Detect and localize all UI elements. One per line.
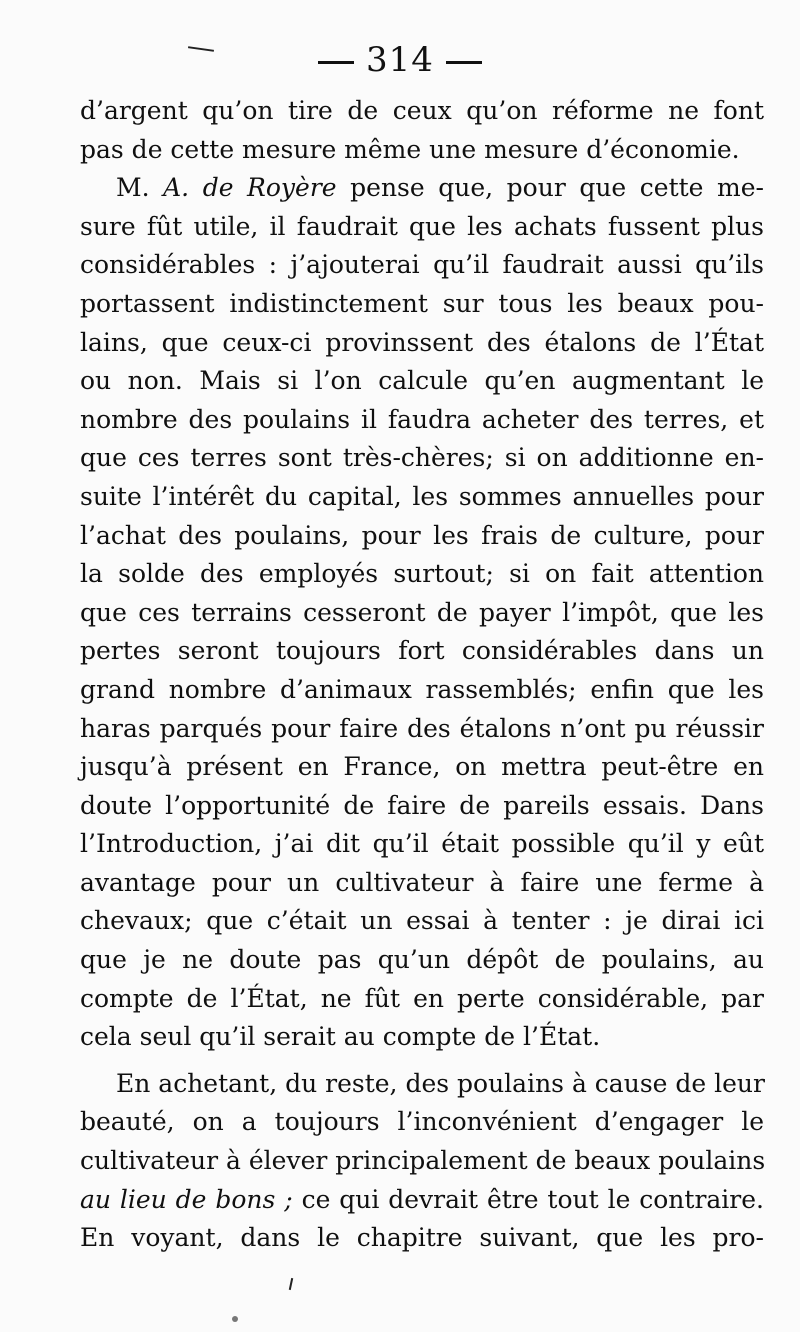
text-line: la solde des employés surtout; si on fait attention: [80, 559, 764, 589]
text-line: considérables : j’ajouterai qu’il faudrait aussi qu’ils: [80, 250, 764, 280]
text-line: ou non. Mais si l’on calcule qu’en augmentant le: [80, 366, 764, 396]
text-line: suite l’intérêt du capital, les sommes annuelles pour: [80, 481, 764, 511]
text-line: haras parqués pour faire des étalons n’ont pu réussir: [80, 713, 764, 743]
text-line: beauté, on a toujours l’inconvénient d’engager le: [80, 1107, 764, 1137]
text-line: lains, que ceux-ci provinssent des étalons de l’État: [80, 327, 764, 357]
text-line: nombre des poulains il faudra acheter des terres, et: [80, 404, 764, 434]
body-text: [80, 92, 764, 1258]
text-line: d’argent qu’on tire de ceux qu’on réforme ne font: [80, 96, 764, 125]
stray-ink-mark: [289, 1278, 293, 1290]
text-line: [80, 169, 764, 208]
line-text: pense que, pour que cette me-: [336, 173, 764, 203]
text-line: que ces terrains cesseront de payer l’impôt, que les: [80, 597, 764, 627]
text-line: cultivateur à élever principalement de beaux poulains: [80, 1146, 766, 1176]
text-line: que ces terres sont très-chères; si on additionne en-: [80, 443, 764, 473]
text-line: l’Introduction, j’ai dit qu’il était possible qu’il y eût: [80, 829, 764, 859]
text-line: cela seul qu’il serait au compte de l’État.: [80, 1022, 601, 1052]
text-line: compte de l’État, ne fût en perte considérable, par: [80, 983, 764, 1013]
text-line: En achetant, du reste, des poulains à cause de leur: [116, 1068, 765, 1098]
stray-ink-mark: [232, 1316, 238, 1322]
text-line: [80, 1181, 764, 1220]
author-name: A. de Royère: [163, 173, 337, 203]
text-line: l’achat des poulains, pour les frais de culture, pour: [80, 520, 764, 550]
text-line: jusqu’à présent en France, on mettra peut-être en: [80, 752, 764, 782]
page-number: 314: [366, 40, 434, 80]
text-line: avantage pour un cultivateur à faire une ferme à: [80, 867, 764, 897]
text-line: que je ne doute pas qu’un dépôt de poulains, au: [80, 945, 764, 975]
line-text: ce qui devrait être tout le contraire.: [292, 1184, 764, 1214]
paragraph-gap: [80, 1057, 764, 1065]
text-line: doute l’opportunité de faire de pareils essais. Dans: [80, 790, 764, 820]
header-dash-right: [446, 61, 482, 64]
text-line: grand nombre d’animaux rassemblés; enfin que les: [80, 674, 764, 704]
text-line: sure fût utile, il faudrait que les achats fussent plus: [80, 211, 764, 241]
emphasis-text: au lieu de bons ;: [80, 1184, 293, 1214]
header-dash-left: [318, 61, 354, 64]
text-line: chevaux; que c’était un essai à tenter : je dirai ici: [80, 906, 764, 936]
text-line: portassent indistinctement sur tous les beaux pou-: [80, 288, 764, 318]
text-line: pertes seront toujours fort considérables dans un: [80, 636, 764, 666]
author-initial: M.: [116, 173, 164, 203]
text-line: pas de cette mesure même une mesure d’économie.: [80, 134, 740, 164]
page-number-header: [0, 40, 800, 80]
text-line: En voyant, dans le chapitre suivant, que les pro-: [80, 1223, 764, 1253]
